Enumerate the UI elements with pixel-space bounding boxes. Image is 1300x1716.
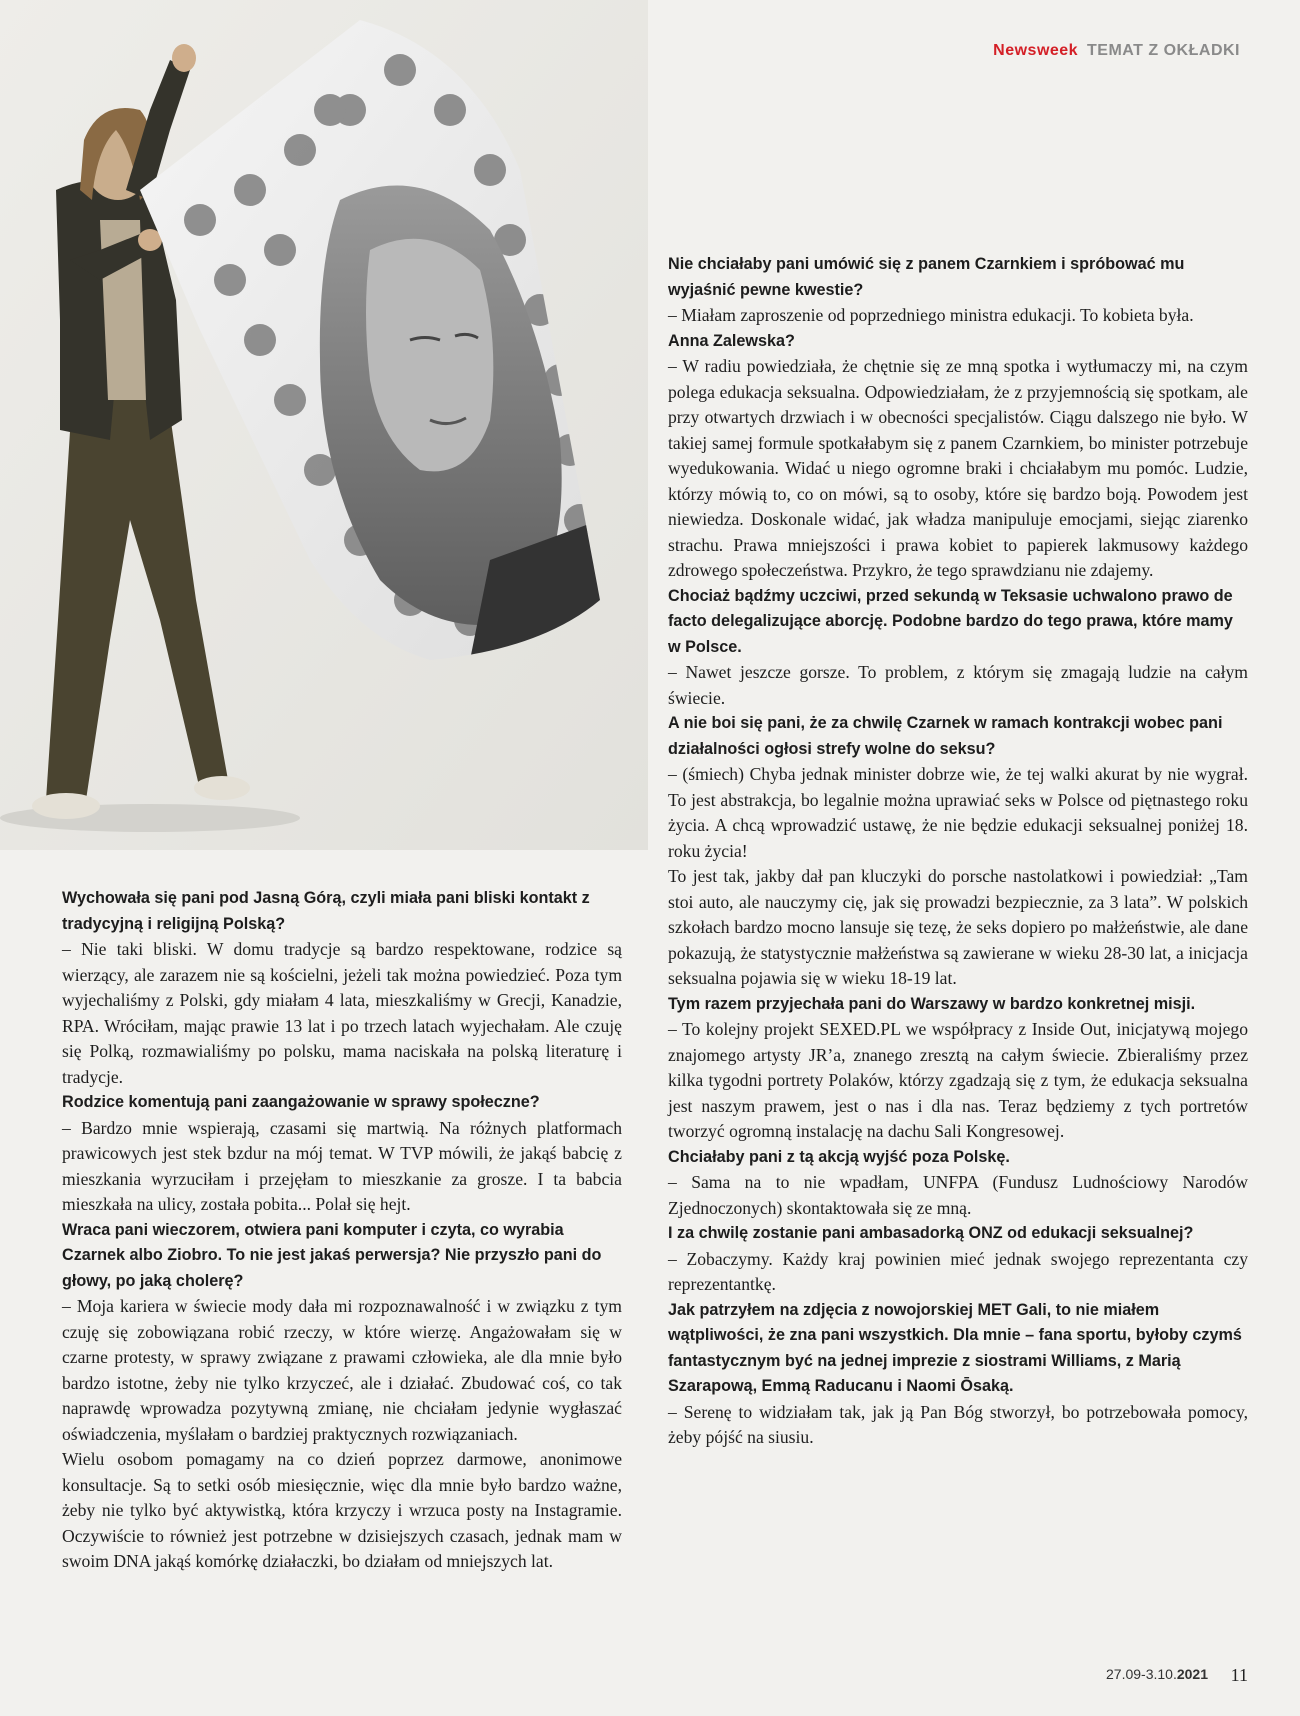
interview-answer: – To kolejny projekt SEXED.PL we współpracy z Inside Out, inicjatywą mojego znajomego artysty JR’a, znanego zresztą na całym świecie. Zbieraliśmy przez kilka tygodni portrety Polaków, którzy zgadzają się z tym, że edukacja seksualna jest naszym prawem, jest o nas i dla nas. Teraz będziemy z tych portretów tworzyć ogromną instalację na dachu Sali Kongresowej. <box>668 1019 1248 1141</box>
interview-question: Chociaż bądźmy uczciwi, przed sekundą w Teksasie uchwalono prawo de facto delegalizujące aborcję. Podobne bardzo do tego prawa, które mamy w Polsce. <box>668 586 1233 656</box>
interview-answer: Wielu osobom pomagamy na co dzień poprzez darmowe, anonimowe konsultacje. Są to setki osób miesięcznie, więc dla mnie było bardzo ważne, żeby nie tylko być aktywistką, która krzyczy i wrzuca posty na Instagramie. Oczywiście to również jest potrzebne w dzisiejszych czasach, jednak mam w swoim DNA jakąś komórkę działaczki, bo działam od mniejszych lat. <box>62 1449 622 1571</box>
interview-answer: – (śmiech) Chyba jednak minister dobrze wie, że tej walki akurat by nie wygrał. To jest abstrakcja, bo legalnie można uprawiać seks w Polsce od piętnastego roku życia. A chcą wprowadzić ustawę, że nie będzie edukacji seksualnej poniżej 18. roku życia! <box>668 764 1248 861</box>
issue-date <box>1106 1666 1208 1682</box>
interview-question: I za chwilę zostanie pani ambasadorką ONZ od edukacji seksualnej? <box>668 1224 1194 1242</box>
interview-answer: – Bardzo mnie wspierają, czasami się martwią. Na różnych platformach prawicowych jest stek bzdur na mój temat. W TVP mówili, że jakąś babcię z mieszkania wyrzuciłam i przejęłam to mieszkanie za grosze. I ta babcia mieszkała na ulicy, została pobita... Polał się hejt. <box>62 1117 622 1214</box>
interview-answer: – Miałam zaproszenie od poprzedniego ministra edukacji. To kobieta była. <box>668 305 1194 325</box>
section-label: TEMAT Z OKŁADKI <box>1087 42 1240 59</box>
interview-answer: – Moja kariera w świecie mody dała mi rozpoznawalność i w związku z tym czuję się zobowiązana robić rzeczy, w które wierzę. Angażowałam się w czarne protesty, w sprawy związane z prawami człowieka, ale dla mnie było bardzo istotne, żeby nie tylko krzyczeć, ale i działać. Zbudować coś, co tak naprawdę wprowadza pozytywną zmianę, nie chciałam jedynie wygłaszać oświadczenia, myślałam o bardziej praktycznych rozwiązaniach. <box>62 1296 622 1444</box>
interview-question: A nie boi się pani, że za chwilę Czarnek w ramach kontrakcji wobec pani działalności ogłosi strefy wolne do seksu? <box>668 714 1223 758</box>
interview-question: Chciałaby pani z tą akcją wyjść poza Polskę. <box>668 1147 1010 1166</box>
interview-question: Anna Zalewska? <box>668 331 795 350</box>
interview-answer: – Serenę to widziałam tak, jak ją Pan Bóg stworzył, bo potrzebowała pomocy, żeby pójść na siusiu. <box>668 1401 1248 1447</box>
page-header <box>993 42 1240 60</box>
woman-holding-portrait-sheet-image <box>0 0 648 850</box>
interview-answer: – Nie taki bliski. W domu tradycje są bardzo respektowane, rodzice są wierzący, ale zarazem nie są kościelni, jeżeli tak można powiedzieć. Poza tym wyjechaliśmy z Polski, gdy miałam 4 lata, mieszkaliśmy w Grecji, Kanadzie, RPA. Wróciłam, mając prawie 13 lat i po trzech latach wyjechałam. Ale czuję się Polką, rozmawialiśmy po polsku, mama naciskała na polską literaturę i tradycje. <box>62 939 622 1087</box>
interview-answer: – Sama na to nie wpadłam, UNFPA (Fundusz Ludnościowy Narodów Zjednoczonych) skontaktowała się ze mną. <box>668 1172 1248 1218</box>
issue-year: 2021 <box>1176 1666 1208 1682</box>
interview-question: Wraca pani wieczorem, otwiera pani komputer i czyta, co wyrabia Czarnek albo Ziobro. To nie jest jakaś perwersja? Nie przyszło pani do głowy, po jaką cholerę? <box>62 1220 602 1290</box>
issue-date-range: 27.09-3.10. <box>1106 1666 1177 1682</box>
cover-photo <box>0 0 648 850</box>
brand-name: Newsweek <box>993 42 1079 59</box>
page-number: 11 <box>1230 1665 1248 1685</box>
interview-answer: – W radiu powiedziała, że chętnie się ze mną spotka i wytłumaczy mi, na czym polega edukacja seksualna. Odpowiedziałam, że z przyjemnością się spotkam, ale przy otwartych drzwiach i w obecności specjalistów. Ciągu dalszego nie było. W takiej samej formule spotkałabym się z panem Czarnkiem, bo minister potrzebuje wyedukowania. Widać u niego ogromne braki i chciałabym mu pomóc. Ludzie, którzy mówią to, co on mówi, są to osoby, które się bardzo boją. Powodem jest niewiedza. Doskonale widać, jak władza manipuluje emocjami, siejąc ziarenko strachu. Prawa mniejszości i prawa kobiet to papierek lakmusowy każdego zdrowego społeczeństwa. Przykro, że tego sprawdzianu nie zdajemy. <box>668 356 1248 580</box>
interview-question: Jak patrzyłem na zdjęcia z nowojorskiej MET Gali, to nie miałem wątpliwości, że zna pani wszystkich. Dla mnie – fana sportu, byłoby czymś fantastycznym być na jednej imprezie z siostrami Williams, z Marią Szarapową, Emmą Raducanu i Naomi Ōsaką. <box>668 1300 1242 1395</box>
interview-answer: – Nawet jeszcze gorsze. To problem, z którym się zmagają ludzie na całym świecie. <box>668 662 1248 708</box>
left-column <box>62 886 622 1575</box>
right-column <box>668 252 1248 1451</box>
interview-question: Rodzice komentują pani zaangażowanie w sprawy społeczne? <box>62 1093 540 1111</box>
interview-answer: – Zobaczymy. Każdy kraj powinien mieć jednak swojego reprezentanta czy reprezentantkę. <box>668 1248 1248 1294</box>
interview-question: Tym razem przyjechała pani do Warszawy w bardzo konkretnej misji. <box>668 994 1196 1013</box>
interview-answer: To jest tak, jakby dał pan kluczyki do porsche nastolatkowi i powiedział: „Tam stoi auto, ale nauczymy cię, jak się prowadzi bezpiecznie, za 3 lata”. W polskich szkołach bardzo mocno lansuje się tezę, że seks dopiero po małżeństwie, ale dane pokazują, że statystycznie małżeństwa są zawierane w wieku 28-30 lat, a inicjacja seksualna pojawia się w wieku 18-19 lat. <box>668 866 1248 988</box>
interview-question: Nie chciałaby pani umówić się z panem Czarnkiem i spróbować mu wyjaśnić pewne kwestie? <box>668 255 1185 299</box>
interview-question: Wychowała się pani pod Jasną Górą, czyli miała pani bliski kontakt z tradycyjną i religijną Polską? <box>62 889 590 933</box>
